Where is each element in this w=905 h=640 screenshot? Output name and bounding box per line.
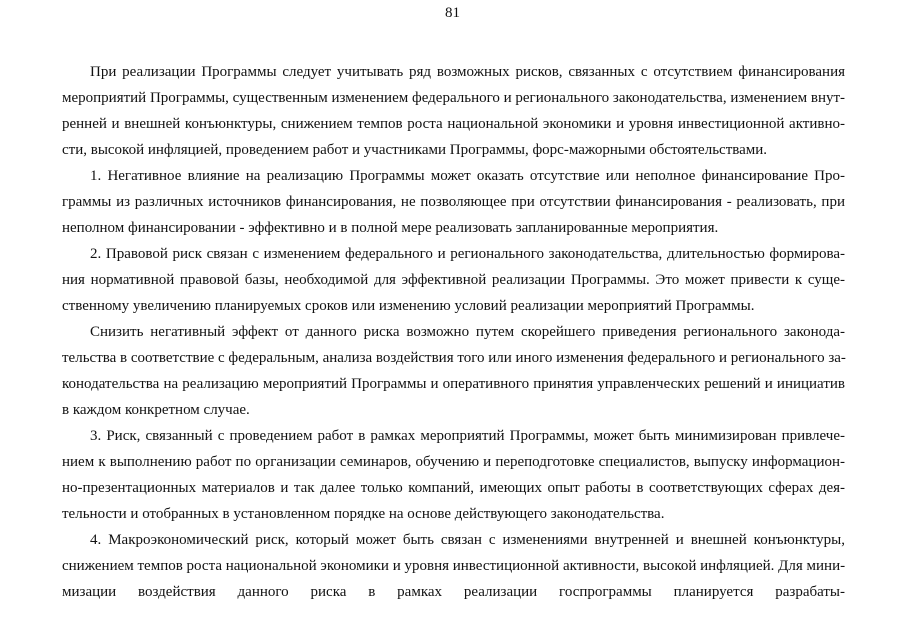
text-line: в каждом конкретном случае. xyxy=(62,402,250,418)
text-line: конодательства на реализацию мероприятий Программы и оперативного принятия управленческих решений и инициатив xyxy=(62,376,845,392)
paragraph xyxy=(62,319,845,423)
document-body xyxy=(62,59,845,605)
text-line: 3. Риск, связанный с проведением работ в рамках мероприятий Программы, может быть минимизирован привлече- xyxy=(90,428,845,444)
text-line: неполном финансировании - эффективно и в полной мере реализовать запланированные мероприятия. xyxy=(62,220,719,236)
text-line: тельности и отобранных в установленном порядке на основе действующего законодательства. xyxy=(62,506,665,522)
text-line: нием к выполнению работ по организации семинаров, обучению и переподготовке специалистов, выпуску информацион- xyxy=(62,454,845,470)
text-line: 2. Правовой риск связан с изменением федерального и регионального законодательства, длительностью формирова- xyxy=(90,246,845,262)
text-line: граммы из различных источников финансирования, не позволяющее при отсутствии финансирования - реализовать, при xyxy=(62,194,845,210)
text-line: При реализации Программы следует учитывать ряд возможных рисков, связанных с отсутствием финансирования xyxy=(90,64,845,80)
text-line: тельства в соответствие с федеральным, анализа воздействия того или иного изменения федерального и регионального за- xyxy=(62,350,846,366)
paragraph xyxy=(62,241,845,319)
text-line: 1. Негативное влияние на реализацию Программы может оказать отсутствие или неполное финансирование Про- xyxy=(90,168,845,184)
text-line: мизации воздействия данного риска в рамках реализации госпрограммы планируется разрабаты- xyxy=(62,584,845,600)
text-line: ния нормативной правовой базы, необходимой для эффективной реализации Программы. Это может привести к суще- xyxy=(62,272,845,288)
text-line: ренней и внешней конъюнктуры, снижением темпов роста национальной экономики и уровня инвестиционной активно- xyxy=(62,116,845,132)
text-line: но-презентационных материалов и так далее только компаний, имеющих опыт работы в соответствующих сферах дея- xyxy=(62,480,845,496)
paragraph xyxy=(62,59,845,163)
page-number xyxy=(0,3,905,23)
paragraph xyxy=(62,423,845,527)
text-line: ственному увеличению планируемых сроков или изменению условий реализации мероприятий Программы. xyxy=(62,298,755,314)
text-line: мероприятий Программы, существенным изменением федерального и регионального законодательства, изменением внут- xyxy=(62,90,846,106)
paragraph xyxy=(62,163,845,241)
page-number-text: 81 xyxy=(445,5,460,21)
text-line: Снизить негативный эффект от данного риска возможно путем скорейшего приведения регионального законода- xyxy=(90,324,845,340)
text-line: сти, высокой инфляцией, проведением работ и участниками Программы, форс-мажорными обстоятельствами. xyxy=(62,142,768,158)
paragraph xyxy=(62,527,845,605)
text-line: снижением темпов роста национальной экономики и уровня инвестиционной активности, высокой инфляцией. Для мини- xyxy=(62,558,846,574)
text-line: 4. Макроэкономический риск, который может быть связан с изменениями внутренней и внешней конъюнктуры, xyxy=(90,532,845,548)
